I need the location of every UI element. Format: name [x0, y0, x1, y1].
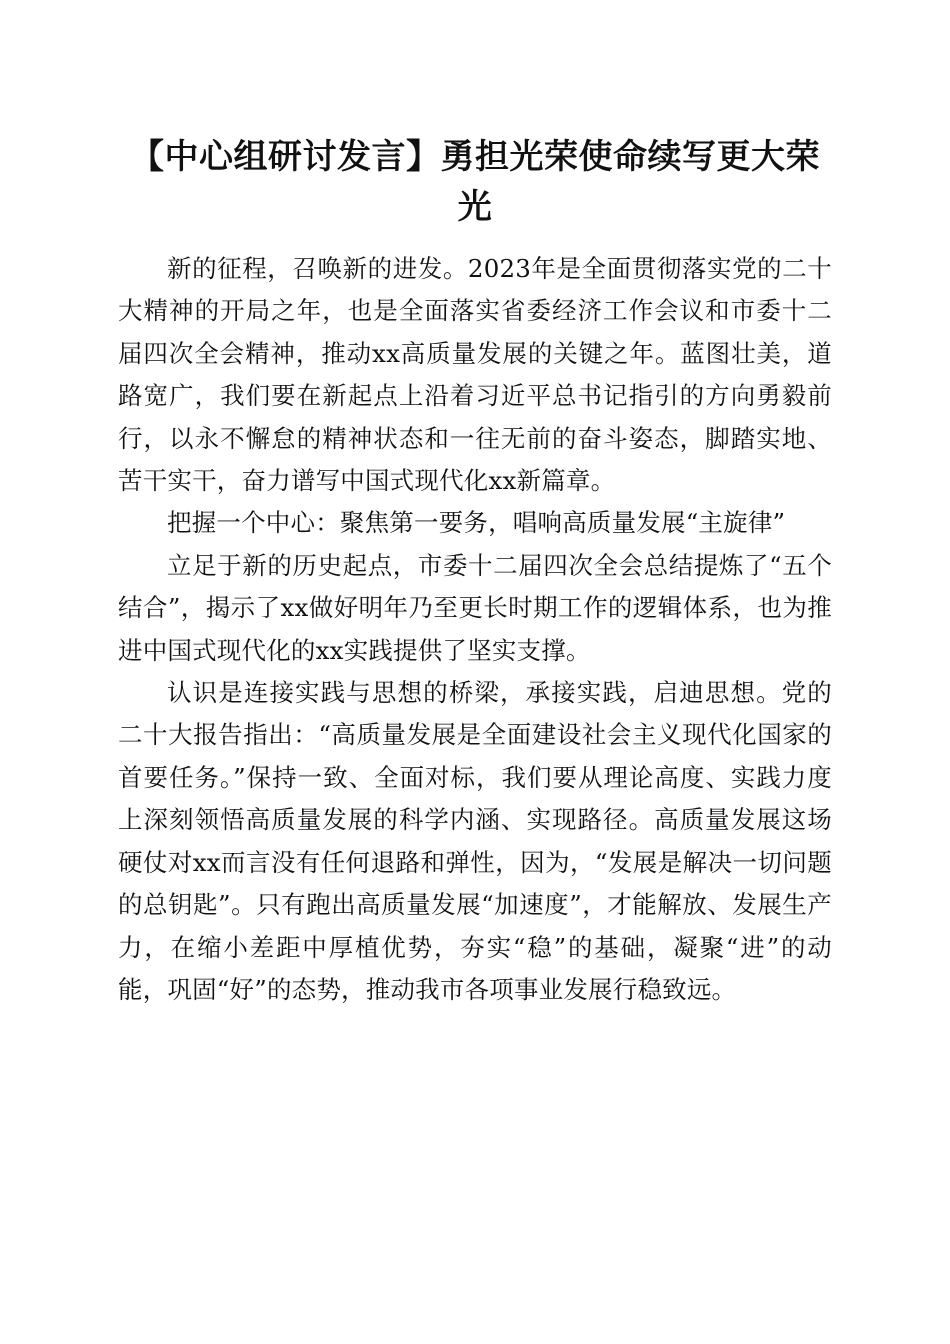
paragraph: 立足于新的历史起点，市委十二届四次全会总结提炼了“五个结合”，揭示了xx做好明年乃至更长时期工作的逻辑体系，也为推进中国式现代化的xx实践提供了坚实支撑。 — [118, 550, 832, 665]
paragraph: 新的征程，召唤新的进发。2023年是全面贯彻落实党的二十大精神的开局之年，也是全面落实省委经济工作会议和市委十二届四次全会精神，推动xx高质量发展的关键之年。蓝图壮美，道路宽广，我们要在新起点上沿着习近平总书记指引的方向勇毅前行，以永不懈怠的精神状态和一往无前的奋斗姿态，脚踏实地、苦干实干，奋力谱写中国式现代化xx新篇章。 — [118, 254, 832, 496]
section-heading: 把握一个中心：聚焦第一要务，唱响高质量发展“主旋律” — [167, 508, 786, 538]
document-body — [118, 248, 832, 1011]
paragraph: 认识是连接实践与思想的桥梁，承接实践，启迪思想。党的二十大报告指出：“高质量发展是全面建设社会主义现代化国家的首要任务。”保持一致、全面对标，我们要从理论高度、实践力度上深刻领悟高质量发展的科学内涵、实现路径。高质量发展这场硬仗对xx而言没有任何退路和弹性，因为，“发展是解决一切问题的总钥匙”。只有跑出高质量发展“加速度”，才能解放、发展生产力，在缩小差距中厚植优势，夯实“稳”的基础，凝聚“进”的动能，巩固“好”的态势，推动我市各项事业发展行稳致远。 — [118, 678, 832, 1004]
document-title: 【中心组研讨发言】勇担光荣使命续写更大荣光 — [130, 137, 820, 227]
